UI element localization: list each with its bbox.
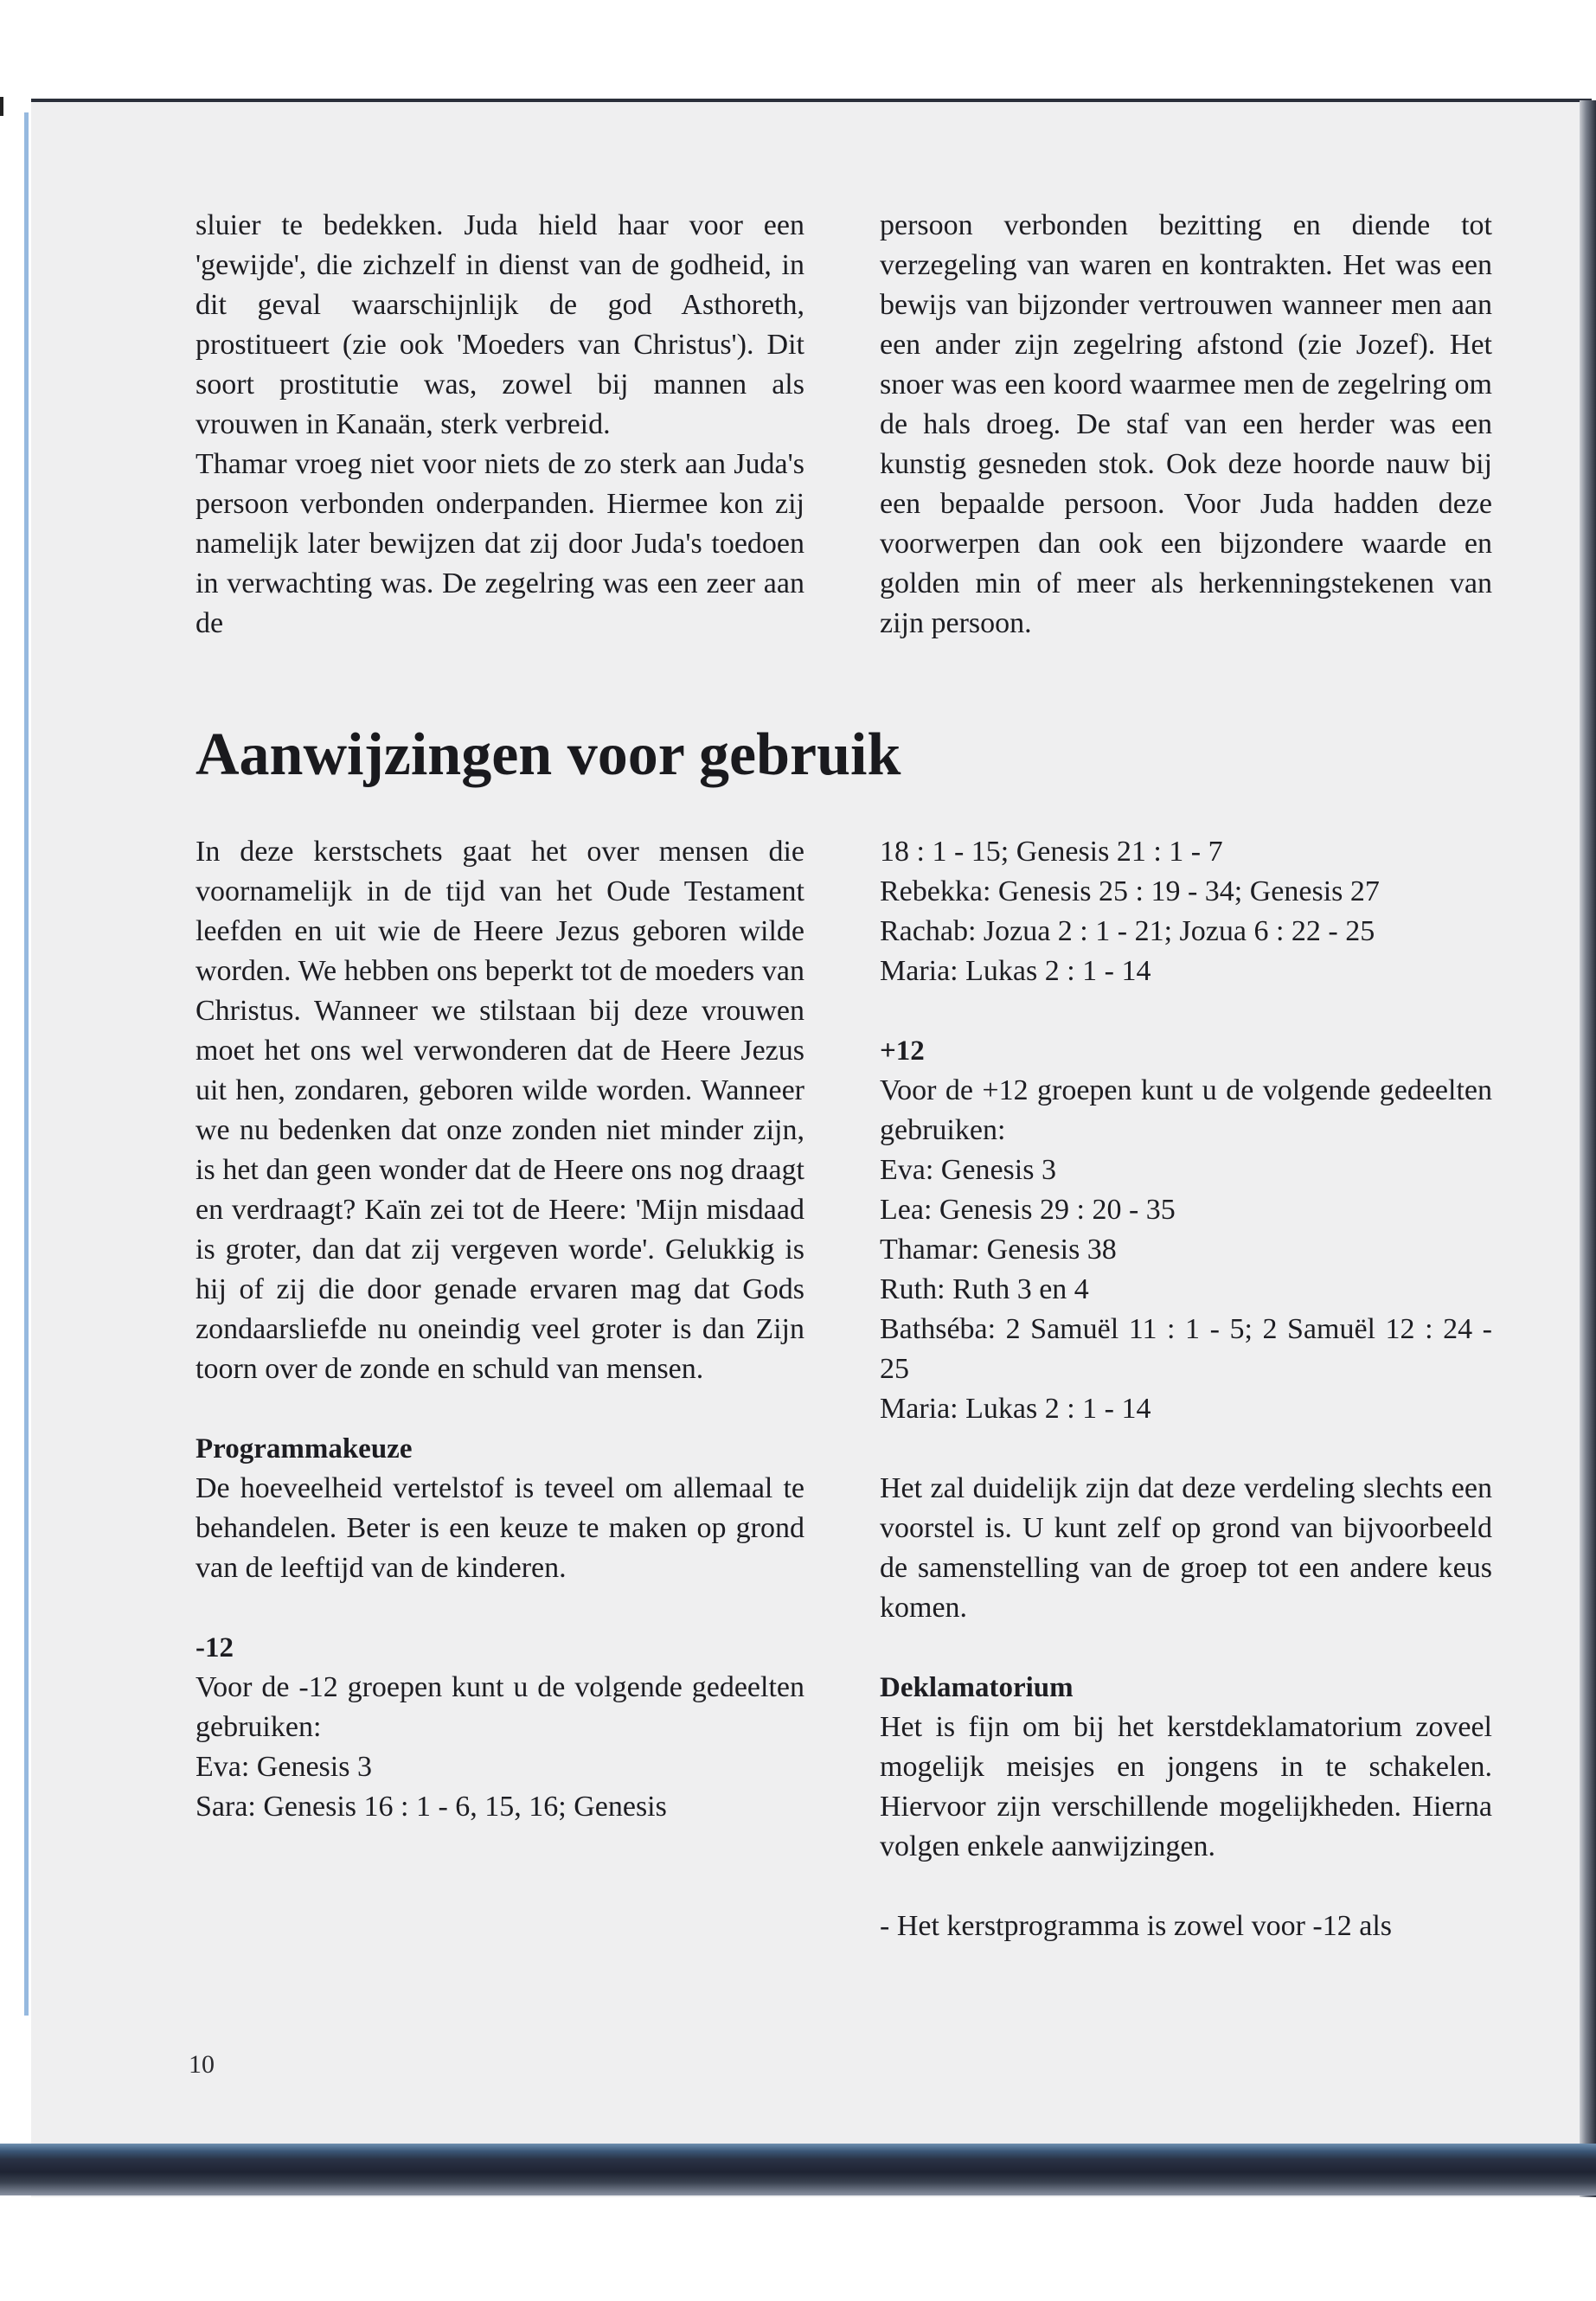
list-item: Sara: Genesis 16 : 1 - 6, 15, 16; Genesis — [195, 1791, 667, 1823]
list-item: Eva: Genesis 3 — [195, 1751, 372, 1783]
list-item: Maria: Lukas 2 : 1 - 14 — [880, 955, 1151, 987]
subheading-minus12: -12 — [195, 1632, 234, 1663]
list-item: 18 : 1 - 15; Genesis 21 : 1 - 7 — [880, 836, 1223, 868]
list-item: Ruth: Ruth 3 en 4 — [880, 1273, 1089, 1305]
left-column — [195, 832, 804, 1827]
note-paragraph: Het zal duidelijk zijn dat deze verdeling slechts een voorstel is. U kunt zelf op grond van bijvoorbeeld de samenstelling van de groep tot een andere keus komen. — [880, 1472, 1492, 1624]
book-cover-bottom-edge — [0, 2144, 1596, 2195]
blue-edge-stripe — [24, 112, 29, 2016]
paragraph: persoon verbonden bezitting en diende tot verzegeling van waren en kontrakten. Het was een bewijs van bijzonder vertrouwen wanneer men aan een ander zijn zegelring afstond (zie Jozef). Het snoer was een koord waarmee men de zegelring om de hals droeg. De staf van een herder was een kunstig gesneden stok. Ook deze hoorde nauw bij een bepaalde persoon. Voor Juda hadden deze voorwerpen dan ook een bijzondere waarde en golden min of meer als herkenningstekenen van zijn persoon. — [880, 209, 1492, 639]
top-left-column — [195, 206, 804, 644]
page-top-edge — [31, 99, 1592, 102]
minus12-paragraph: Voor de -12 groepen kunt u de volgende gedeelten gebruiken: — [195, 1671, 804, 1743]
intro-paragraph: In deze kerstschets gaat het over mensen die voornamelijk in de tijd van het Oude Testament leefden en uit wie de Heere Jezus geboren wilde worden. We hebben ons beperkt tot de moeders van Christus. Wanneer we stilstaan bij deze vrouwen moet het ons wel verwonderen dat de Heere Jezus uit hen, zondaren, geboren wilde worden. Wanneer we nu bedenken dat onze zonden niet minder zijn, is het dan geen wonder dat de Heere ons nog draagt en verdraagt? Kaïn zei tot de Heere: 'Mijn misdaad is groter, dan dat zij vergeven worde'. Gelukkig is hij of zij die door genade ervaren mag dat Gods zondaarsliefde nu oneindig veel groter is dan Zijn toorn over de zonde en schuld van mensen. — [195, 836, 804, 1385]
section-heading: Aanwijzingen voor gebruik — [195, 721, 901, 788]
subheading-plus12: +12 — [880, 1035, 925, 1067]
list-item: - Het kerstprogramma is zowel voor -12 als — [880, 1910, 1392, 1942]
list-item: Lea: Genesis 29 : 20 - 35 — [880, 1194, 1176, 1226]
list-item: Rachab: Jozua 2 : 1 - 21; Jozua 6 : 22 - 25 — [880, 915, 1375, 947]
corner-mark — [0, 97, 3, 116]
subheading-programmakeuze: Programmakeuze — [195, 1433, 413, 1465]
program-paragraph: De hoeveelheid vertelstof is teveel om allemaal te behandelen. Beter is een keuze te maken op grond van de leeftijd van de kinderen. — [195, 1472, 804, 1584]
subheading-deklamatorium: Deklamatorium — [880, 1672, 1074, 1703]
list-item: Rebekka: Genesis 25 : 19 - 34; Genesis 27 — [880, 875, 1380, 907]
paragraph: sluier te bedekken. Juda hield haar voor een 'gewijde', die zichzelf in dienst van de godheid, in dit geval waarschijnlijk de god Asthoreth, prostitueert (zie ook 'Moeders van Christus'). Dit soort prostitutie was, zowel bij mannen als vrouwen in Kanaän, sterk verbreid. — [195, 209, 804, 440]
book-cover-right-edge — [1580, 100, 1596, 2197]
plus12-paragraph: Voor de +12 groepen kunt u de volgende gedeelten gebruiken: — [880, 1074, 1492, 1146]
right-column — [880, 832, 1492, 1946]
deklamatorium-paragraph: Het is fijn om bij het kerstdeklamatorium zoveel mogelijk meisjes en jongens in te schakelen. Hiervoor zijn verschillende mogelijkheden. Hierna volgen enkele aanwijzingen. — [880, 1711, 1492, 1862]
top-right-column — [880, 206, 1492, 644]
paragraph: Thamar vroeg niet voor niets de zo sterk aan Juda's persoon verbonden onderpanden. Hiermee kon zij namelijk later bewijzen dat zij door Juda's toedoen in verwachting was. De zegelring was een zeer aan de — [195, 448, 804, 639]
list-item: Maria: Lukas 2 : 1 - 14 — [880, 1393, 1151, 1425]
list-item: Bathséba: 2 Samuël 11 : 1 - 5; 2 Samuël 12 : 24 - 25 — [880, 1313, 1492, 1385]
list-item: Eva: Genesis 3 — [880, 1154, 1056, 1186]
list-item: Thamar: Genesis 38 — [880, 1234, 1117, 1266]
page-number: 10 — [189, 2050, 215, 2079]
